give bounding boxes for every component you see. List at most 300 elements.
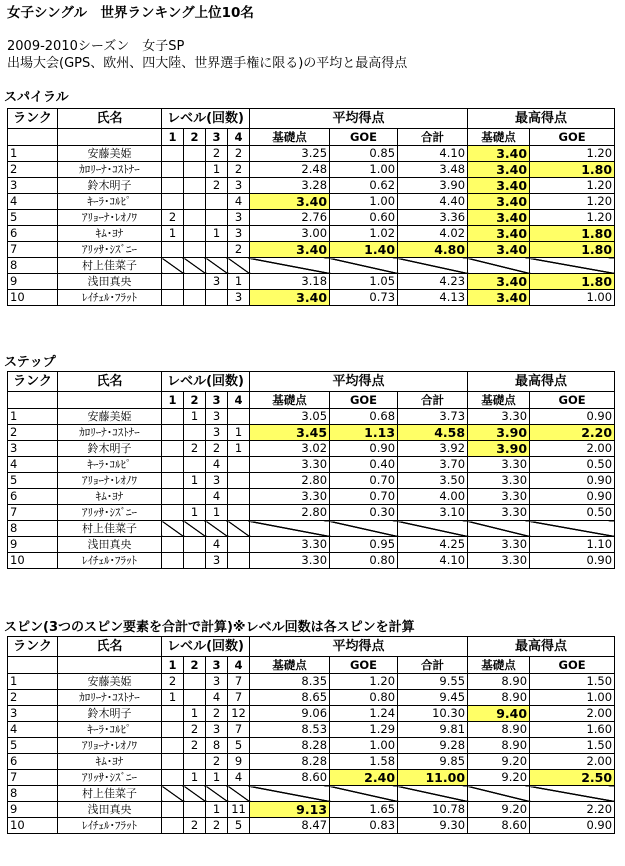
level-col-header: 2: [184, 392, 206, 409]
level-count: [162, 441, 184, 457]
level-count: [162, 162, 184, 178]
max-base-value: [468, 258, 530, 274]
table-row: [8, 290, 615, 306]
spin-section-title: スピン(3つのスピン要素を合計で計算)※レベル回数は各スピンを計算: [4, 620, 415, 635]
avg-total-value: 4.40: [398, 194, 468, 210]
avg-total-value: 9.45: [398, 690, 468, 706]
avg-total-value: 9.28: [398, 738, 468, 754]
skater-name: ｷﾑ･ﾖﾅ: [58, 226, 162, 242]
avg-total-value: 11.00: [398, 770, 468, 786]
table-row: [8, 226, 615, 242]
max-goe-value: 0.90: [530, 409, 615, 425]
rank-cell: 3: [8, 178, 58, 194]
level-count: [228, 786, 250, 802]
table-row: [8, 553, 615, 569]
rank-cell: 2: [8, 690, 58, 706]
level-count: [162, 473, 184, 489]
avg-base-value: 3.28: [250, 178, 330, 194]
max-goe-value: 0.90: [530, 818, 615, 834]
max-base-value: 3.30: [468, 553, 530, 569]
level-count: [162, 290, 184, 306]
avg-goe-value: 1.65: [330, 802, 398, 818]
level-count: 12: [228, 706, 250, 722]
skater-name: ｶﾛﾘｰﾅ･ｺｽﾄﾅｰ: [58, 425, 162, 441]
max-base-value: 3.40: [468, 290, 530, 306]
table-row: [8, 706, 615, 722]
skater-name: 浅田真央: [58, 274, 162, 290]
level-count: 2: [184, 441, 206, 457]
rank-cell: 3: [8, 441, 58, 457]
level-count: [184, 754, 206, 770]
level-count: [184, 489, 206, 505]
step-table: [7, 371, 615, 569]
table-row: [8, 674, 615, 690]
table-row: [8, 722, 615, 738]
avg-base-value: 3.02: [250, 441, 330, 457]
level-col-header: 4: [228, 657, 250, 674]
avg-header: 平均得点: [250, 637, 468, 657]
table-row: [8, 537, 615, 553]
level-count: 1: [228, 441, 250, 457]
avg-goe-value: 1.00: [330, 194, 398, 210]
rank-header-cont: [8, 129, 58, 146]
avg-base-value: 3.00: [250, 226, 330, 242]
max-base-value: 9.20: [468, 802, 530, 818]
max-base-value: 8.90: [468, 674, 530, 690]
max-goe-value: 0.90: [530, 553, 615, 569]
level-count: [162, 786, 184, 802]
max-header: 最高得点: [468, 637, 615, 657]
level-count: [184, 457, 206, 473]
avg-goe-value: [330, 521, 398, 537]
avg-total-value: 9.85: [398, 754, 468, 770]
description-label: 出場大会(GPS、欧州、四大陸、世界選手権に限る)の平均と最高得点: [7, 56, 408, 71]
avg-base-value: 2.76: [250, 210, 330, 226]
avg-total-value: 9.81: [398, 722, 468, 738]
level-col-header: 2: [184, 657, 206, 674]
level-count: 7: [228, 690, 250, 706]
level-count: 2: [206, 818, 228, 834]
level-count: 3: [228, 210, 250, 226]
spiral-table: [7, 108, 615, 306]
level-count: 7: [228, 722, 250, 738]
level-count: 1: [206, 226, 228, 242]
max-goe-value: 2.20: [530, 802, 615, 818]
level-count: 2: [206, 754, 228, 770]
max-goe-value: 0.50: [530, 505, 615, 521]
avg-base-value: 3.45: [250, 425, 330, 441]
skater-name: ｱﾘｯｻ･ｼｽﾞﾆｰ: [58, 505, 162, 521]
level-count: [184, 274, 206, 290]
level-count: 2: [162, 674, 184, 690]
level-col-header: 1: [162, 129, 184, 146]
level-count: [162, 194, 184, 210]
skater-name: ｷｰﾗ･ｺﾙﾋﾟ: [58, 722, 162, 738]
table-row: [8, 489, 615, 505]
level-count: [162, 425, 184, 441]
avg-total-value: 10.78: [398, 802, 468, 818]
avg-goe-value: 0.73: [330, 290, 398, 306]
rank-cell: 8: [8, 521, 58, 537]
level-count: [228, 553, 250, 569]
rank-cell: 1: [8, 409, 58, 425]
level-col-header: 1: [162, 657, 184, 674]
max-base-value: [468, 786, 530, 802]
level-count: [184, 210, 206, 226]
max-goe-value: 1.20: [530, 178, 615, 194]
avg-goe-value: 2.40: [330, 770, 398, 786]
avg-total-value: 4.00: [398, 489, 468, 505]
level-count: [162, 489, 184, 505]
rank-cell: 5: [8, 473, 58, 489]
skater-name: ｱﾘｯｻ･ｼｽﾞﾆｰ: [58, 770, 162, 786]
skater-name: ﾚｲﾁｪﾙ･ﾌﾗｯﾄ: [58, 818, 162, 834]
skater-name: 鈴木明子: [58, 178, 162, 194]
skater-name: 浅田真央: [58, 537, 162, 553]
rank-cell: 6: [8, 226, 58, 242]
max-base-value: 3.30: [468, 537, 530, 553]
max-goe-value: 2.00: [530, 754, 615, 770]
name-header: 氏名: [58, 372, 162, 392]
level-count: [162, 770, 184, 786]
skater-name: ｷｰﾗ･ｺﾙﾋﾟ: [58, 194, 162, 210]
max-base-value: 8.90: [468, 690, 530, 706]
max-base-value: 3.40: [468, 210, 530, 226]
level-count: [206, 242, 228, 258]
avg-base-value: [250, 786, 330, 802]
rank-cell: 4: [8, 457, 58, 473]
avg-total-value: 3.73: [398, 409, 468, 425]
level-count: 3: [206, 722, 228, 738]
avg-base-header: 基礎点: [250, 657, 330, 674]
level-count: 4: [228, 194, 250, 210]
table-row: [8, 409, 615, 425]
avg-base-value: 9.06: [250, 706, 330, 722]
max-goe-value: 2.50: [530, 770, 615, 786]
max-goe-header: GOE: [530, 657, 615, 674]
avg-total-value: 9.30: [398, 818, 468, 834]
level-count: 1: [228, 274, 250, 290]
avg-base-value: 3.40: [250, 242, 330, 258]
max-goe-value: 0.90: [530, 489, 615, 505]
level-count: 2: [206, 146, 228, 162]
table-row: [8, 754, 615, 770]
skater-name: ｷｰﾗ･ｺﾙﾋﾟ: [58, 457, 162, 473]
level-count: [228, 521, 250, 537]
table-row: [8, 738, 615, 754]
max-base-value: 8.60: [468, 818, 530, 834]
level-count: 3: [206, 409, 228, 425]
avg-base-value: 8.47: [250, 818, 330, 834]
level-count: 4: [206, 457, 228, 473]
level-count: [184, 258, 206, 274]
avg-total-value: 4.80: [398, 242, 468, 258]
avg-total-value: [398, 521, 468, 537]
level-count: [206, 194, 228, 210]
max-goe-value: 2.00: [530, 706, 615, 722]
avg-total-value: 4.23: [398, 274, 468, 290]
rank-cell: 9: [8, 274, 58, 290]
avg-base-value: 8.35: [250, 674, 330, 690]
level-count: [162, 738, 184, 754]
avg-base-value: 8.28: [250, 738, 330, 754]
rank-cell: 6: [8, 754, 58, 770]
max-base-value: 3.40: [468, 242, 530, 258]
level-count: 1: [206, 802, 228, 818]
level-count: [228, 473, 250, 489]
level-count: 1: [228, 425, 250, 441]
max-header: 最高得点: [468, 372, 615, 392]
level-count: 1: [184, 409, 206, 425]
avg-goe-value: [330, 258, 398, 274]
level-count: 2: [206, 178, 228, 194]
max-base-value: 3.40: [468, 274, 530, 290]
max-goe-value: 0.90: [530, 473, 615, 489]
level-count: [162, 537, 184, 553]
avg-goe-value: 1.00: [330, 738, 398, 754]
level-count: 1: [162, 690, 184, 706]
skater-name: 鈴木明子: [58, 706, 162, 722]
level-count: [228, 489, 250, 505]
max-base-value: 9.20: [468, 770, 530, 786]
avg-base-value: 8.65: [250, 690, 330, 706]
avg-total-header: 合計: [398, 129, 468, 146]
avg-base-value: 8.60: [250, 770, 330, 786]
skater-name: ｶﾛﾘｰﾅ･ｺｽﾄﾅｰ: [58, 162, 162, 178]
level-count: 5: [228, 818, 250, 834]
rank-cell: 9: [8, 802, 58, 818]
avg-goe-value: 0.70: [330, 489, 398, 505]
avg-goe-value: [330, 786, 398, 802]
table-row: [8, 521, 615, 537]
level-count: 4: [228, 770, 250, 786]
level-count: [206, 290, 228, 306]
level-count: [206, 258, 228, 274]
avg-base-value: 3.18: [250, 274, 330, 290]
level-col-header: 4: [228, 392, 250, 409]
avg-total-value: 3.50: [398, 473, 468, 489]
level-count: [184, 178, 206, 194]
avg-base-value: [250, 521, 330, 537]
avg-base-value: [250, 258, 330, 274]
max-base-value: 9.40: [468, 706, 530, 722]
avg-goe-value: 1.24: [330, 706, 398, 722]
level-count: [184, 194, 206, 210]
level-count: 3: [228, 226, 250, 242]
level-count: 1: [184, 706, 206, 722]
level-count: [162, 521, 184, 537]
avg-goe-value: 1.05: [330, 274, 398, 290]
level-count: [206, 786, 228, 802]
table-row: [8, 425, 615, 441]
level-col-header: 1: [162, 392, 184, 409]
max-goe-value: 1.10: [530, 537, 615, 553]
max-goe-value: 1.20: [530, 210, 615, 226]
level-count: 4: [206, 537, 228, 553]
max-base-value: 8.90: [468, 738, 530, 754]
avg-total-value: 10.30: [398, 706, 468, 722]
level-count: [184, 802, 206, 818]
avg-goe-value: 1.58: [330, 754, 398, 770]
level-count: 1: [206, 162, 228, 178]
level-count: 2: [206, 441, 228, 457]
max-base-value: 3.30: [468, 505, 530, 521]
level-count: [228, 409, 250, 425]
level-count: 4: [206, 489, 228, 505]
level-count: [162, 818, 184, 834]
rank-cell: 1: [8, 146, 58, 162]
avg-base-value: 3.40: [250, 290, 330, 306]
table-row: [8, 274, 615, 290]
level-header: レベル(回数): [162, 109, 250, 129]
max-base-value: 3.90: [468, 441, 530, 457]
avg-base-value: 3.40: [250, 194, 330, 210]
rank-cell: 3: [8, 706, 58, 722]
rank-cell: 6: [8, 489, 58, 505]
season-label: 2009-2010シーズン 女子SP: [7, 39, 185, 54]
max-goe-value: 1.50: [530, 738, 615, 754]
avg-base-value: 8.28: [250, 754, 330, 770]
avg-base-value: 3.30: [250, 553, 330, 569]
level-count: 5: [228, 738, 250, 754]
avg-goe-header: GOE: [330, 392, 398, 409]
max-base-value: 3.40: [468, 146, 530, 162]
avg-base-value: 9.13: [250, 802, 330, 818]
max-goe-value: 1.80: [530, 274, 615, 290]
rank-cell: 7: [8, 242, 58, 258]
skater-name: ｷﾑ･ﾖﾅ: [58, 489, 162, 505]
max-base-header: 基礎点: [468, 129, 530, 146]
avg-total-header: 合計: [398, 392, 468, 409]
max-goe-value: 1.00: [530, 690, 615, 706]
level-count: [184, 553, 206, 569]
max-goe-value: 1.80: [530, 162, 615, 178]
avg-total-value: 4.02: [398, 226, 468, 242]
avg-goe-value: 1.29: [330, 722, 398, 738]
level-count: 1: [184, 505, 206, 521]
rank-header: ランク: [8, 637, 58, 657]
avg-goe-value: 0.85: [330, 146, 398, 162]
avg-total-value: 3.48: [398, 162, 468, 178]
rank-cell: 1: [8, 674, 58, 690]
table-row: [8, 457, 615, 473]
avg-base-value: 3.25: [250, 146, 330, 162]
max-base-value: 3.30: [468, 409, 530, 425]
rank-header: ランク: [8, 109, 58, 129]
page-title: 女子シングル 世界ランキング上位10名: [7, 5, 254, 21]
skater-name: ﾚｲﾁｪﾙ･ﾌﾗｯﾄ: [58, 553, 162, 569]
level-count: 7: [228, 674, 250, 690]
avg-base-header: 基礎点: [250, 129, 330, 146]
table-row: [8, 473, 615, 489]
avg-goe-value: 0.40: [330, 457, 398, 473]
table-row: [8, 505, 615, 521]
avg-header: 平均得点: [250, 372, 468, 392]
skater-name: ｱﾘｯｻ･ｼｽﾞﾆｰ: [58, 242, 162, 258]
level-count: 2: [162, 210, 184, 226]
table-row: [8, 258, 615, 274]
max-goe-header: GOE: [530, 392, 615, 409]
level-count: 3: [228, 178, 250, 194]
rank-cell: 10: [8, 553, 58, 569]
avg-base-value: 2.80: [250, 505, 330, 521]
max-base-value: 3.40: [468, 178, 530, 194]
level-count: [184, 162, 206, 178]
avg-base-value: 8.53: [250, 722, 330, 738]
level-count: 11: [228, 802, 250, 818]
level-count: [184, 786, 206, 802]
name-header-cont: [58, 657, 162, 674]
level-count: [162, 754, 184, 770]
level-col-header: 3: [206, 392, 228, 409]
level-count: [162, 258, 184, 274]
level-count: 9: [228, 754, 250, 770]
max-goe-header: GOE: [530, 129, 615, 146]
skater-name: 村上佳菜子: [58, 258, 162, 274]
avg-goe-value: 0.80: [330, 690, 398, 706]
level-count: 1: [184, 473, 206, 489]
skater-name: 安藤美姫: [58, 409, 162, 425]
level-count: [184, 674, 206, 690]
avg-goe-value: 0.95: [330, 537, 398, 553]
max-base-header: 基礎点: [468, 392, 530, 409]
max-base-value: 3.90: [468, 425, 530, 441]
table-row: [8, 242, 615, 258]
table-row: [8, 802, 615, 818]
max-base-value: 3.30: [468, 489, 530, 505]
level-count: [228, 457, 250, 473]
max-goe-value: [530, 786, 615, 802]
rank-cell: 4: [8, 722, 58, 738]
level-count: [228, 505, 250, 521]
level-count: 2: [206, 706, 228, 722]
spiral-section-title: スパイラル: [4, 90, 69, 105]
max-goe-value: 1.80: [530, 226, 615, 242]
avg-total-header: 合計: [398, 657, 468, 674]
avg-goe-value: 1.02: [330, 226, 398, 242]
rank-cell: 10: [8, 290, 58, 306]
level-count: [162, 146, 184, 162]
level-count: 2: [228, 242, 250, 258]
skater-name: ｱﾘｮｰﾅ･ﾚｵﾉﾜ: [58, 738, 162, 754]
avg-header: 平均得点: [250, 109, 468, 129]
level-count: 1: [162, 226, 184, 242]
rank-cell: 9: [8, 537, 58, 553]
avg-total-value: 4.13: [398, 290, 468, 306]
avg-total-value: 4.25: [398, 537, 468, 553]
max-goe-value: [530, 521, 615, 537]
max-base-header: 基礎点: [468, 657, 530, 674]
table-row: [8, 162, 615, 178]
level-count: [184, 290, 206, 306]
table-row: [8, 441, 615, 457]
level-count: 3: [206, 553, 228, 569]
level-count: [184, 521, 206, 537]
name-header-cont: [58, 129, 162, 146]
level-count: 3: [206, 674, 228, 690]
level-count: 3: [206, 274, 228, 290]
rank-header: ランク: [8, 372, 58, 392]
skater-name: ﾚｲﾁｪﾙ･ﾌﾗｯﾄ: [58, 290, 162, 306]
avg-goe-header: GOE: [330, 657, 398, 674]
rank-cell: 10: [8, 818, 58, 834]
avg-total-value: 9.55: [398, 674, 468, 690]
max-base-value: 8.90: [468, 722, 530, 738]
avg-goe-value: 1.13: [330, 425, 398, 441]
level-count: 2: [228, 146, 250, 162]
avg-goe-value: 0.62: [330, 178, 398, 194]
level-count: [162, 242, 184, 258]
